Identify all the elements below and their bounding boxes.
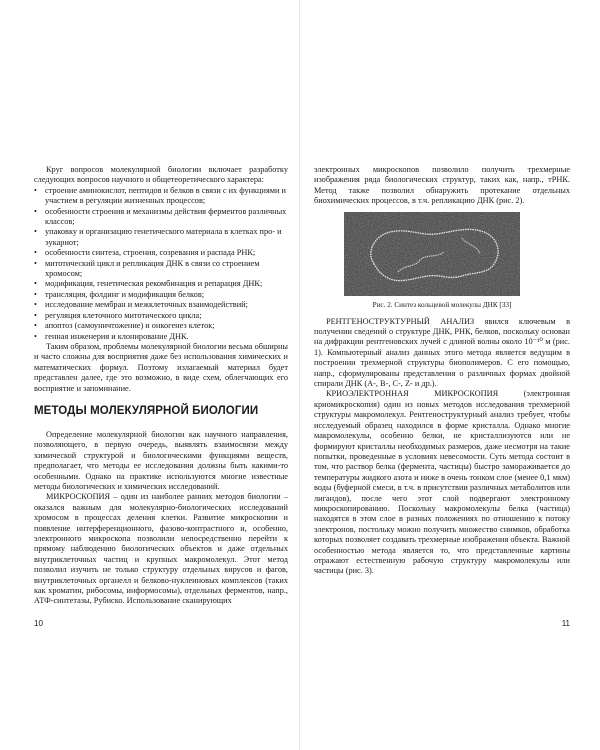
definition-paragraph: Определение молекулярной биологии как научного направления, позволяющего, в первую очередь, выявлять взаимосвязи между химической структурой и биологическими функциями веществ, предполагает, что методы ее исследования должны быть какими-то особенными. Однако на практике используются многие известные методы биологических и химических исследований. <box>34 429 288 491</box>
topic-list-item <box>34 332 288 342</box>
topic-list-item <box>34 321 288 331</box>
bullet-dot-icon: • <box>34 289 37 299</box>
bullet-dot-icon: • <box>34 206 37 216</box>
topic-list-item <box>34 186 288 207</box>
dna-micrograph-figure <box>344 212 520 296</box>
bullet-dot-icon: • <box>34 321 37 331</box>
figure-caption: Рис. 2. Синтез кольцевой молекулы ДНК [33] <box>372 300 512 309</box>
summary-paragraph: Таким образом, проблемы молекулярной биологии весьма обширны и часто сложны для восприятия даже без использования химических и математических формул. Поэтому излагаемый материал будет представлен далее, где это возможно, в виде схем, облегчающих его восприятие и запоминание. <box>34 341 288 393</box>
right-page <box>300 0 600 750</box>
topic-list-item-text: трансляция, фолдинг и модификация белков; <box>45 289 205 299</box>
topic-list-item <box>34 290 288 300</box>
bullet-dot-icon: • <box>34 331 37 341</box>
continued-paragraph: электронных микроскопов позволило получить трехмерные изображения ряда биологических структур, таких как, напр., тРНК. Метод также позволил обнаружить протекание отдельных биохимических процессов, в т.ч. репликацию ДНК (рис. 2). <box>314 165 570 206</box>
topic-list-item-text: особенности синтеза, строения, созревания и распада РНК; <box>45 248 256 258</box>
bullet-dot-icon: • <box>34 310 37 320</box>
topic-list-item-text: исследование мембран и межклеточных взаимодействий; <box>45 300 248 310</box>
page-number-left: 10 <box>34 619 43 628</box>
topic-list-item-text: модификация, генетическая рекомбинация и репарация ДНК; <box>45 279 263 289</box>
topic-list-item-text: генная инженерия и клонирование ДНК. <box>45 331 189 341</box>
topic-list-item-text: регуляция клеточного митотического цикла; <box>45 310 202 320</box>
section-title: МЕТОДЫ МОЛЕКУЛЯРНОЙ БИОЛОГИИ <box>34 404 259 417</box>
bullet-dot-icon: • <box>34 185 37 195</box>
dna-ring-image <box>344 212 520 296</box>
topic-list <box>34 186 288 342</box>
cryo-paragraph: КРИОЭЛЕКТРОННАЯ МИКРОСКОПИЯ (электронная криомикроскопия) один из новых методов исследования трехмерной структуры макромолекул. Рентгеноструктурный анализ требует, чтобы исследуемый образец находился в форме кристалла. Однако многие макромолекулы, особенно белки, не кристаллизуются или не формируют кристаллы необходимых размеров, даже несмотря на такие попытки, проведенные в условиях невесомости. Суть метода состоит в том, что раствор белка (фермента, частицы) быстро замораживается до температуры жидкого азота и ниже в очень тонком слое (менее 0,1 мкм) воды (буферной смеси, в т.ч. в присутствии различных метаболитов или лигандов), после чего этот слой подвергают электронному микроскопированию. Поскольку макромолекулы белка (частица) находятся в этом слое в разных положениях по отношению к потоку электронов, постольку можно получить множество снимков, обработка которых позволяет создавать трехмерные изображения объекта. Важной особенностью метода является то, что представленные картины отражают естественную рабочую структуру макромолекулы или частицы (рис. 3). <box>314 389 570 576</box>
topic-list-item <box>34 248 288 258</box>
topic-list-item-text: апоптоз (самоуничтожение) и онкогенез клеток; <box>45 321 215 331</box>
topic-list-item-text: митотический цикл и репликация ДНК в связи со строением хромосом; <box>45 258 260 279</box>
intro-paragraph: Круг вопросов молекулярной биологии включает разработку следующих вопросов научного и общетеоретического характера: <box>34 165 288 185</box>
bullet-dot-icon: • <box>34 227 37 237</box>
bullet-dot-icon: • <box>34 300 37 310</box>
topic-list-item-text: особенности строения и механизмы действия ферментов различных классов; <box>45 206 287 227</box>
bullet-dot-icon: • <box>34 248 37 258</box>
page-number-right: 11 <box>561 619 570 628</box>
topic-list-item <box>34 227 288 248</box>
topic-list-item <box>34 207 288 228</box>
topic-list-item <box>34 279 288 289</box>
topic-list-item <box>34 311 288 321</box>
xray-paragraph: РЕНТГЕНОСТРУКТУРНЫЙ АНАЛИЗ явился ключевым в получении сведений о структуре ДНК, РНК, белков, поскольку основан на дифракции рентгеновских лучей с длиной волны около 10⁻¹⁰ м (рис. 1). Компьютерный анализ данных этого метода является ведущим в построении трехмерной структуры биополимеров. С его помощью, напр., сформулированы представления о различных формах двойной спирали ДНК (А-, В-, С-, Z- и др.). <box>314 316 570 389</box>
bullet-dot-icon: • <box>34 279 37 289</box>
bullet-dot-icon: • <box>34 258 37 268</box>
topic-list-item-text: упаковку и организацию генетического материала в клетках про- и эукариот; <box>45 227 282 247</box>
microscopy-paragraph: МИКРОСКОПИЯ – один из наиболее ранних методов биологии – оказался важным для молекулярно-биологических исследований хромосом в процессах деления клетки. Развитие микроскопии и появление интерференционного, фазово-контрастного и, особенно, электронного микроскопа позволили непосредственно перейти к прямому наблюдению биологических объектов и даже отдельных внутриклеточных частиц и крупных макромолекул. Этот метод позволил изучить не только структуру отдельных вирусов и фагов, внутриклеточных органелл и белково-нуклеиновых комплексов (таких как хроматин, рибосомы, информосомы), отдельных ферментов, напр., АТФ-синтетазы, Рубиско. Использование сканирующих <box>34 492 288 606</box>
topic-list-item-text: строение аминокислот, пептидов и белков в связи с их функциями и участием в регуляции жизненных процессов; <box>45 185 286 206</box>
topic-list-item <box>34 300 288 310</box>
topic-list-item <box>34 259 288 280</box>
